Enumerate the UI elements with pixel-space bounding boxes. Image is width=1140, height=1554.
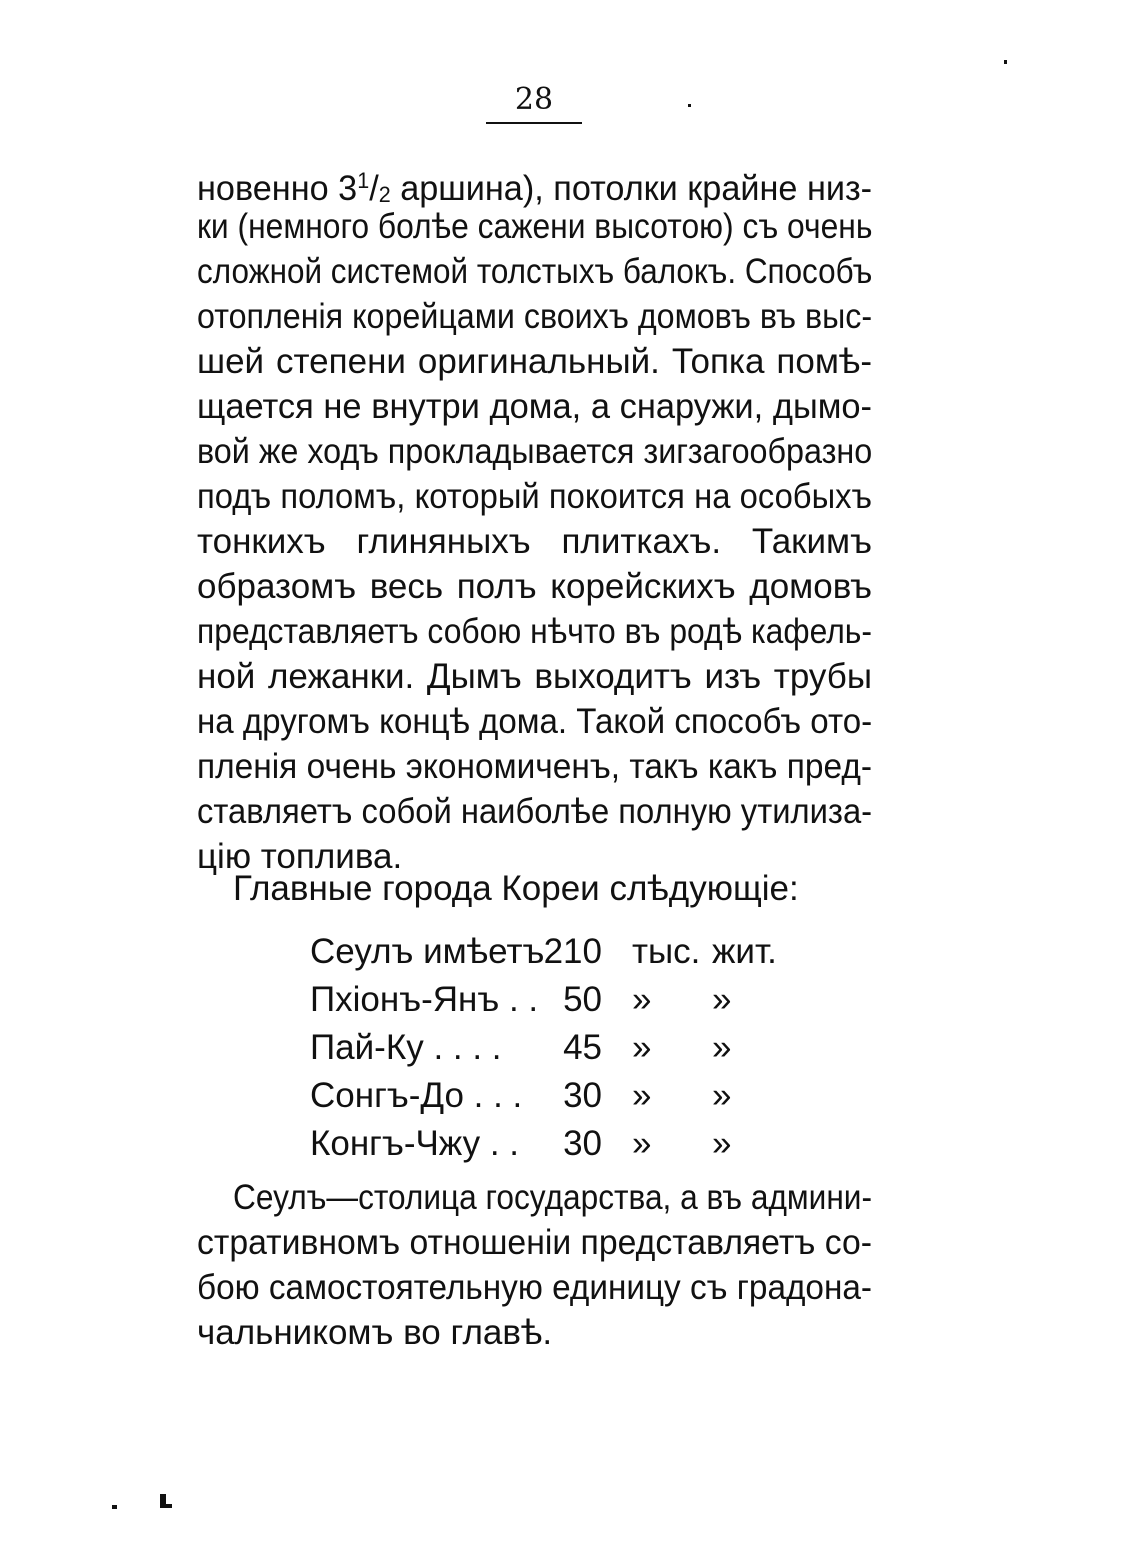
- text-line: сложной системой толстыхъ балокъ. Способъ: [197, 252, 873, 291]
- text-line: тонкихъ глиняныхъ плиткахъ. Такимъ: [197, 522, 872, 561]
- city-population: 45: [563, 1028, 602, 1067]
- text-line: новенно $3^1/2$ аршина), потолки крайне низ-: [197, 168, 873, 208]
- table-row: [310, 1024, 780, 1072]
- city-name: Конгъ-Чжу . .: [310, 1124, 520, 1163]
- page-number-rule: [486, 122, 582, 124]
- ditto-mark: »: [712, 980, 732, 1019]
- city-population: 210: [543, 932, 602, 971]
- text-line: на другомъ концѣ дома. Такой способъ ото-: [197, 702, 873, 741]
- text-line: ки (немного болѣе сажени высотою) съ очень: [197, 207, 873, 246]
- cities-table: [310, 928, 780, 1168]
- ditto-mark: »: [632, 980, 652, 1019]
- table-row: [310, 1120, 780, 1168]
- city-population: 30: [563, 1124, 602, 1163]
- text-line: подъ поломъ, который покоится на особыхъ: [197, 477, 872, 516]
- scan-speck: [1004, 60, 1007, 64]
- scan-speck: [688, 104, 691, 107]
- text-line: Сеулъ—столица государства, а въ админи-: [233, 1178, 872, 1217]
- text-line: шей степени оригинальный. Топка помѣ-: [197, 342, 872, 381]
- text-line: щается не внутри дома, а снаружи, дымо-: [197, 387, 872, 426]
- ditto-mark: »: [712, 1124, 732, 1163]
- scan-speck: [112, 1505, 117, 1509]
- city-population: 30: [563, 1076, 602, 1115]
- page-number: 28: [514, 82, 554, 117]
- text-line: ной лежанки. Дымъ выходитъ изъ трубы: [197, 657, 872, 696]
- city-name: Пай-Ку . . . .: [310, 1028, 502, 1067]
- scan-speck: [160, 1504, 172, 1508]
- ditto-mark: »: [712, 1028, 732, 1067]
- text-line: вой же ходъ прокладывается зигзагообразно: [197, 432, 873, 471]
- text-line: пленія очень экономиченъ, такъ какъ пред-: [197, 747, 872, 786]
- text-line: цію топлива.: [197, 837, 403, 876]
- text-line: стративномъ отношеніи представляетъ со-: [197, 1223, 873, 1262]
- ditto-mark: »: [632, 1124, 652, 1163]
- table-row: [310, 1072, 780, 1120]
- text-line: ставляетъ собой наиболѣе полную утилиза-: [197, 792, 873, 831]
- text-line: бою самостоятельную единицу съ градона-: [197, 1268, 872, 1307]
- text-line: представляетъ собою нѣчто въ родѣ кафель-: [197, 612, 872, 651]
- table-row: [310, 976, 780, 1024]
- city-name: Сонгъ-До . . .: [310, 1076, 523, 1115]
- ditto-mark: »: [632, 1076, 652, 1115]
- text-line: чальникомъ во главѣ.: [197, 1313, 553, 1352]
- text-line: образомъ весь полъ корейскихъ домовъ: [197, 567, 872, 606]
- unit-column: жит.: [712, 932, 777, 971]
- city-name: Пхіонъ-Янъ . .: [310, 980, 539, 1019]
- city-name: Сеулъ имѣетъ: [310, 932, 545, 971]
- intro-line: Главные города Кореи слѣдующіе:: [233, 869, 799, 908]
- ditto-mark: »: [712, 1076, 732, 1115]
- text-line: отопленія корейцами своихъ домовъ въ выс-: [197, 297, 873, 336]
- ditto-mark: »: [632, 1028, 652, 1067]
- table-row: [310, 928, 780, 976]
- unit-column: тыс.: [632, 932, 701, 971]
- city-population: 50: [563, 980, 602, 1019]
